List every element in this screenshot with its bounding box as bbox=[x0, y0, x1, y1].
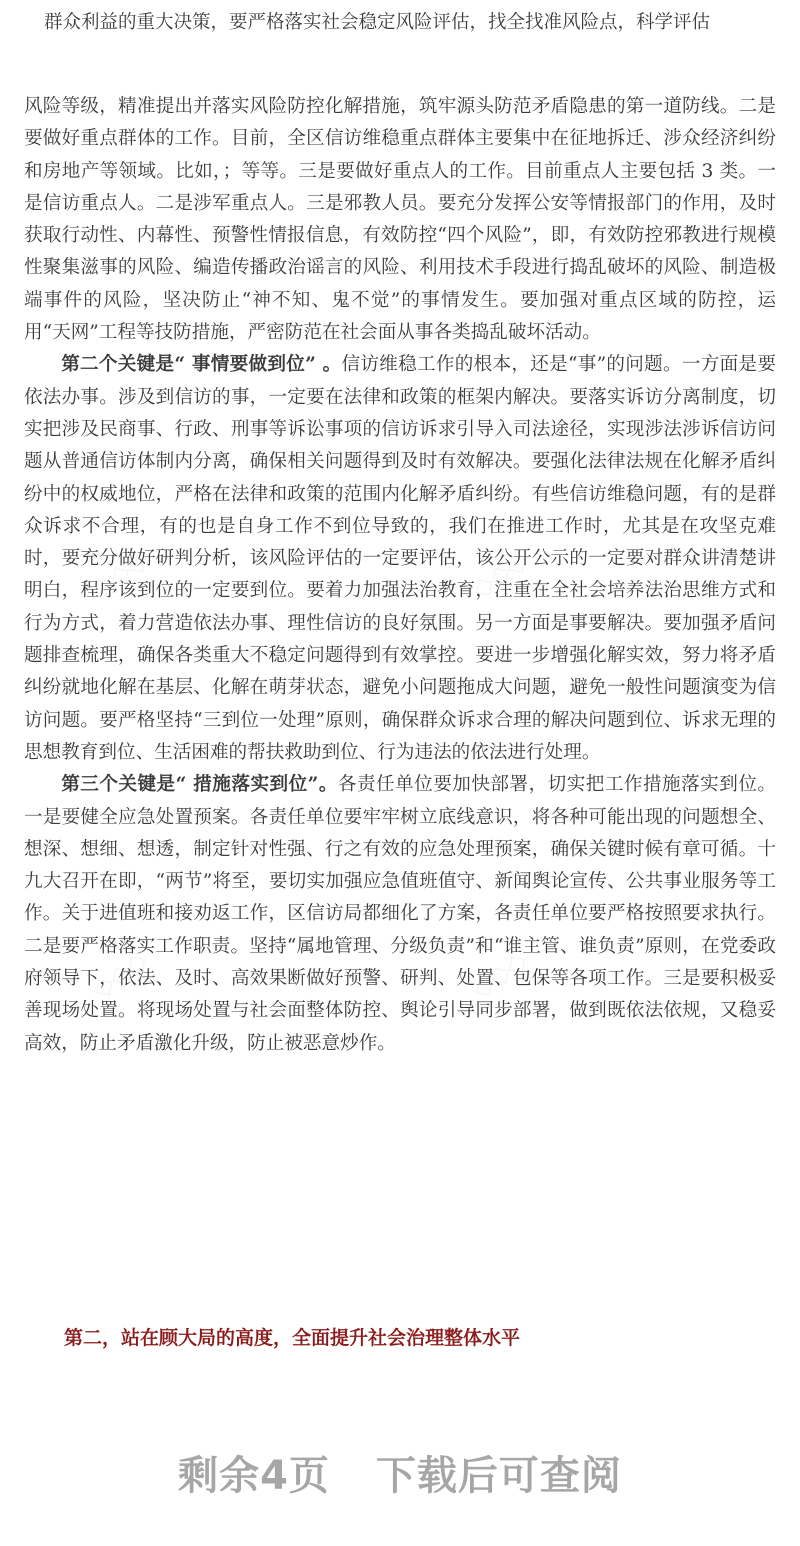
remaining-pages-label: 剩余4页 bbox=[178, 1453, 330, 1499]
paragraph-keyword: 第三个关键是“ 措施落实到位”。 bbox=[61, 774, 338, 796]
continued-text-line: 群众利益的重大决策，要严格落实社会稳定风险评估，找全找准风险点，科学评估 bbox=[44, 12, 711, 33]
paragraph-text: 信访维稳工作的根本，还是“事”的问题。一方面是要依法办事。涉及到信访的事，一定要在法律和政策的框架内解决。要落实诉访分离制度，切实把涉及民商事、行政、刑事等诉讼事项的信访诉求引导入司法途径，实现涉法涉诉信访问题从普通信访体制内分离，确保相关问题得到及时有效解决。要强化法律法规在化解矛盾纠纷中的权威地位，严格在法律和政策的范围内化解矛盾纠纷。有些信访维稳问题，有的是群众诉求不合理，有的也是自身工作不到位导致的，我们在推进工作时，尤其是在攻坚克难时，要充分做好研判分析，该风险评估的一定要评估，该公开公示的一定要对群众讲清楚讲明白，程序该到位的一定要到位。要着力加强法治教育，注重在全社会培养法治思维方式和行为方式，着力营造依法办事、理性信访的良好氛围。另一方面是事要解决。要加强矛盾问题排查梳理，确保各类重大不稳定问题得到有效掌控。要进一步增强化解实效，努力将矛盾纠纷就地化解在基层、化解在萌芽状态，避免小问题拖成大问题，避免一般性问题演变为信访问题。要严格坚持“三到位一处理”原则，确保群众诉求合理的解决问题到位、诉求无理的思想教育到位、生活困难的帮扶救助到位、行为违法的依法进行处理。 bbox=[24, 354, 777, 763]
paragraph bbox=[24, 91, 776, 349]
download-banner[interactable] bbox=[0, 1444, 800, 1501]
paragraph-text: 各责任单位要加快部署，切实把工作措施落实到位。一是要健全应急处置预案。各责任单位要牢牢树立底线意识，将各种可能出现的问题想全、想深、想细、想透，制定针对性强、行之有效的应急处理预案，确保关键时候有章可循。十九大召开在即，“两节”将至，要切实加强应急值班值守、新闻舆论宣传、公共事业服务等工作。关于进值班和接劝返工作，区信访局都细化了方案，各责任单位要严格按照要求执行。二是要严格落实工作职责。坚持“属地管理、分级负责”和“谁主管、谁负责”原则，在党委政府领导下，依法、及时、高效果断做好预警、研判、处置、包保等各项工作。三是要积极妥善现场处置。将现场处置与社会面整体防控、舆论引导同步部署，做到既依法依规，又稳妥高效，防止矛盾激化升级，防止被恶意炒作。 bbox=[24, 774, 776, 1054]
paragraph-keyword: 第二个关键是“ 事情要做到位” 。 bbox=[61, 354, 342, 376]
paragraph-text: 风险等级，精准提出并落实风险防控化解措施，筑牢源头防范矛盾隐患的第一道防线。二是要做好重点群体的工作。目前，全区信访维稳重点群体主要集中在征地拆迁、涉众经济纠纷和房地产等领域。比如，；等等。三是要做好重点人的工作。目前重点人主要包括 3 类。一是信访重点人。二是涉军重点人。三是邪教人员。要充分发挥公安等情报部门的作用，及时获取行动性、内幕性、预警性情报信息，有效防控“四个风险”，即，有效防控邪教进行规模性聚集滋事的风险、编造传播政治谣言的风险、利用技术手段进行捣乱破坏的风险、制造极端事件的风险，坚决防止“神不知、鬼不觉”的事情发生。要加强对重点区域的防控，运用“天网”工程等技防措施，严密防范在社会面从事各类捣乱破坏活动。 bbox=[24, 96, 776, 344]
section-heading: 第二，站在顾大局的高度，全面提升社会治理整体水平 bbox=[64, 1327, 521, 1349]
document-body bbox=[24, 91, 776, 1060]
paragraph bbox=[24, 769, 776, 1060]
paragraph bbox=[24, 349, 776, 769]
download-to-view-label[interactable]: 下载后可查阅 bbox=[375, 1453, 622, 1499]
